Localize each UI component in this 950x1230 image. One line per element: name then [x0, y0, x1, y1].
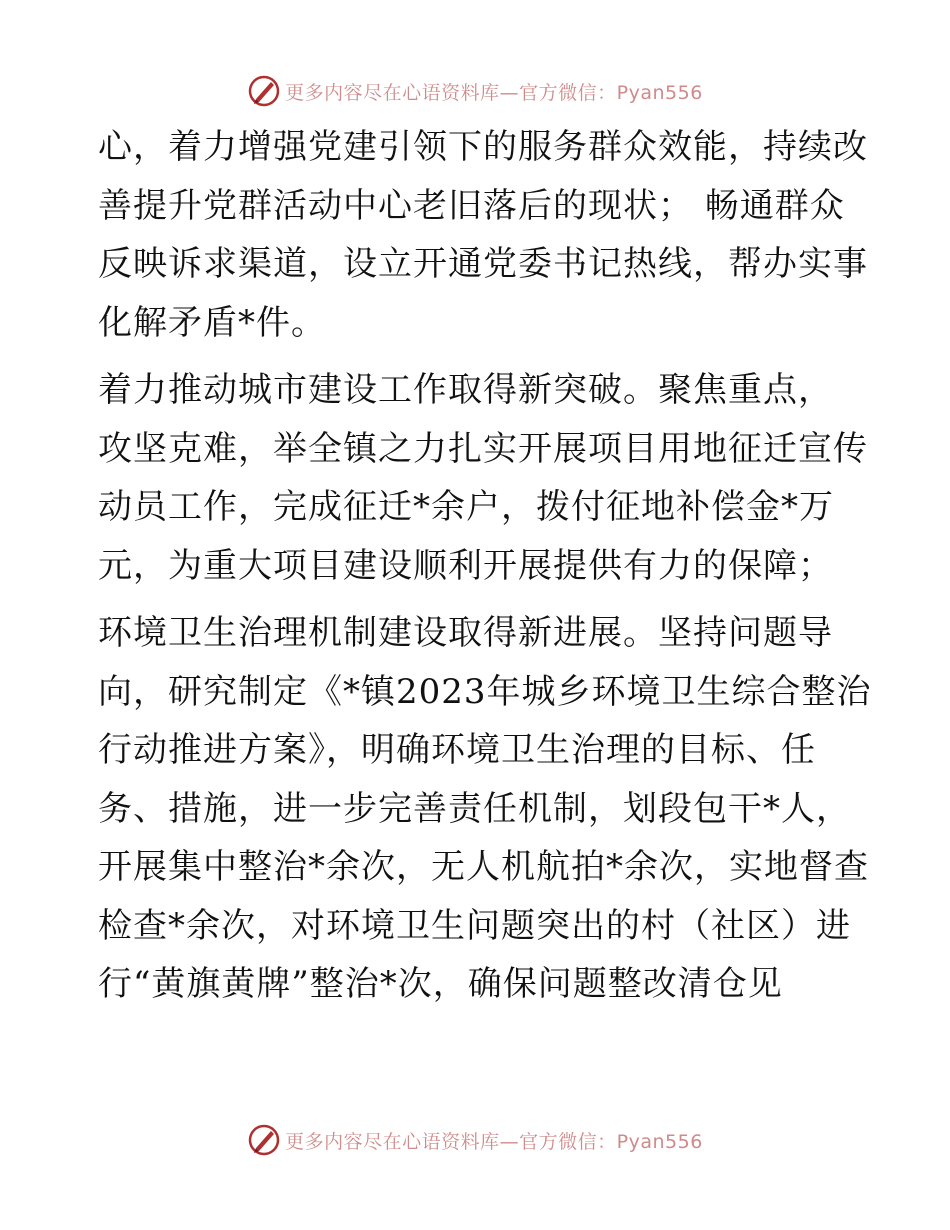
paragraph-1	[98, 118, 868, 352]
paragraph-3	[98, 604, 872, 1014]
text-line: 环境卫生治理机制建设取得新进展。坚持问题导	[98, 613, 833, 653]
document-body	[98, 118, 872, 1014]
text-line: 向，研究制定《*镇2023年城乡环境卫生综合整治	[98, 671, 872, 712]
text-line: 着力推动城市建设工作取得新突破。聚焦重点，	[98, 370, 833, 410]
paragraph-2	[98, 361, 868, 595]
header-watermark	[0, 71, 950, 111]
text-line: 检查*余次，对环境卫生问题突出的村（社区）进	[98, 905, 851, 946]
text-line: 务、措施，进一步完善责任机制，划段包干*人，	[98, 788, 851, 829]
text-line: 攻坚克难，举全镇之力扎实开展项目用地征迁宣传	[98, 428, 868, 469]
pen-logo-icon	[247, 74, 281, 108]
text-line: 反映诉求渠道，设立开通党委书记热线，帮办实事	[98, 244, 868, 284]
text-line: 心，着力增强党建引领下的服务群众效能，持续改	[98, 127, 868, 167]
text-line: 行“黄旗黄牌”整治*次，确保问题整改清仓见	[98, 964, 783, 1004]
footer-watermark	[0, 1120, 950, 1160]
text-line: 行动推进方案》，明确环境卫生治理的目标、任	[98, 730, 816, 770]
text-line: 化解矛盾*件。	[98, 302, 326, 343]
pen-logo-icon	[247, 1123, 281, 1157]
text-line: 善提升党群活动中心老旧落后的现状； 畅通群众	[98, 185, 845, 226]
text-line: 开展集中整治*余次，无人机航拍*余次，实地督查	[98, 847, 869, 887]
watermark-text: 更多内容尽在心语资料库—官方微信：Pyan556	[285, 1130, 703, 1153]
text-line: 元，为重大项目建设顺利开展提供有力的保障；	[98, 545, 833, 586]
text-line: 动员工作，完成征迁*余户，拨付征地补偿金*万	[98, 487, 834, 527]
watermark-text: 更多内容尽在心语资料库—官方微信：Pyan556	[285, 81, 703, 104]
